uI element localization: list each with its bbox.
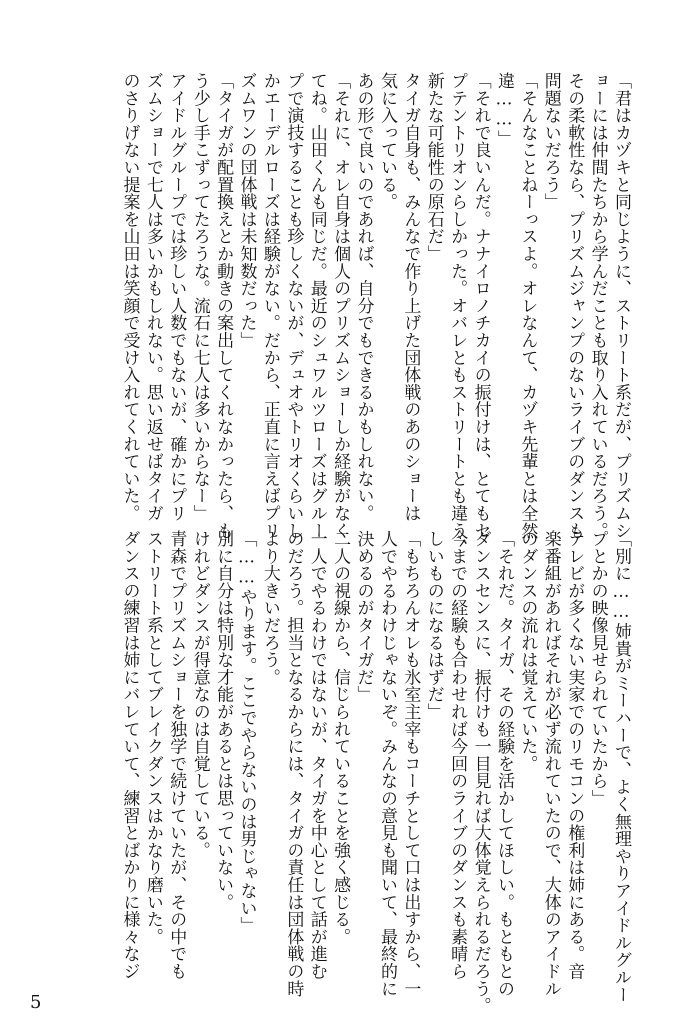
text-line: 「そんなことねーっスよ。オレなんて、カヅキ先輩とは全然: [517, 72, 538, 540]
text-line: テレビが多くない実家でのリモコンの権利は姉にある。音: [564, 530, 585, 980]
text-line: 「それに、オレ自身は個人のプリズムショーしか経験がなく: [330, 72, 351, 540]
text-line: 問題ないだろう」: [540, 72, 561, 211]
text-line: その柔軟性なら、プリズムジャンプのないライブのダンスも: [564, 72, 585, 540]
text-line: う少し手こずってたろうな。流石に七人は多いからなー」: [189, 72, 210, 522]
text-line: アイドルグループでは珍しい人数でもないが、確かにプリ: [166, 72, 187, 522]
text-line: 「それだ。タイガ、その経験を活かしてほしい。もともとの: [493, 530, 514, 998]
text-line: のだろう。担当となるからには、タイガの責任は団体戦の時: [283, 530, 304, 998]
text-line: ダンスセンスに、振付けも一目見れば大体覚えられるだろう。: [470, 530, 491, 1015]
text-line: けれどダンスが得意なのは自覚している。: [189, 530, 210, 859]
text-line: しいものになるはずだ」: [423, 530, 444, 721]
text-line: 人でやるわけじゃないぞ。みんなの意見も聞いて、最終的に: [376, 530, 397, 998]
text-line: プテントリオンらしかった。オバレともストリートとも違う、: [447, 72, 468, 557]
text-line: ョーには仲間たちから学んだことも取り入れているだろう。: [587, 72, 608, 540]
text-line: 「タイガが配置換えとか動きの案出してくれなかったら、も: [213, 72, 234, 540]
text-line: 楽番組があればそれが必ず流れていたので、大体のアイドル: [540, 530, 561, 998]
text-line: 違……」: [493, 72, 514, 148]
text-line: てね。山田くんも同じだ。最近のシュワルツローズはグルー: [306, 72, 327, 540]
text-line: 「……やります。ここでやらないのは男じゃない」: [236, 530, 257, 934]
text-line: のダンスの流れは覚えていた。: [517, 530, 538, 773]
text-line: かエーデルローズは経験がない。だから、正直に言えばプリ: [259, 72, 280, 540]
text-line: 一人でやるわけではないが、タイガを中心として話が進む: [306, 530, 327, 980]
text-line: ズムショーで七人は多いかもしれない。思い返せばタイガ: [142, 72, 163, 522]
text-line: プとかの映像見せられていたから」: [587, 530, 608, 807]
text-line: 気に入っている。: [376, 72, 397, 211]
text-line: 新たな可能性の原石だ」: [423, 72, 444, 263]
page-number: 5: [30, 992, 42, 1013]
text-line: 別に自分は特別な才能があるとは思っていない。: [213, 530, 234, 911]
text-line: 二人の視線から、信じられていることを強く感じる。: [330, 530, 351, 946]
text-line: ストリート系としてブレイクダンスはかなり磨いた。: [142, 530, 163, 946]
text-line: ズムワンの団体戦は未知数だった」: [236, 72, 257, 349]
text-line: あの形で良いのであれば、自分でもできるかもしれない。: [353, 72, 374, 522]
text-line: 「君はカヅキと同じように、ストリート系だが、プリズムシ: [611, 72, 631, 540]
text-line: より大きいだろう。: [259, 530, 280, 686]
text-line: ダンスの練習は姉にバレていて、練習とばかりに様々なジ: [119, 530, 140, 980]
text-line: 「それで良いんだ。ナナイロノチカイの振付けは、とてもセ: [470, 72, 491, 540]
text-line: プで演技することも珍しくないが、デュオやトリオくらいし: [283, 72, 304, 540]
text-line: 「別に……姉貴がミーハーで、よく無理やりアイドルグルー: [611, 530, 631, 1004]
text-line: 今までの経験も合わせれば今回のライブのダンスも素晴ら: [447, 530, 468, 980]
text-line: 青森でプリズムショーを独学で続けていたが、その中でも: [166, 530, 187, 980]
top-text-block: [52, 72, 632, 557]
text-line: のさりげない提案を山田は笑顔で受け入れてくれていた。: [119, 72, 140, 522]
bottom-text-block: [52, 530, 632, 1015]
text-line: タイガ自身も、みんなで作り上げた団体戦のあのショーは: [400, 72, 421, 522]
text-line: 決めるのがタイガだ」: [353, 530, 374, 703]
text-line: 「もちろんオレも氷室主宰もコーチとして口は出すから、一: [400, 530, 421, 998]
